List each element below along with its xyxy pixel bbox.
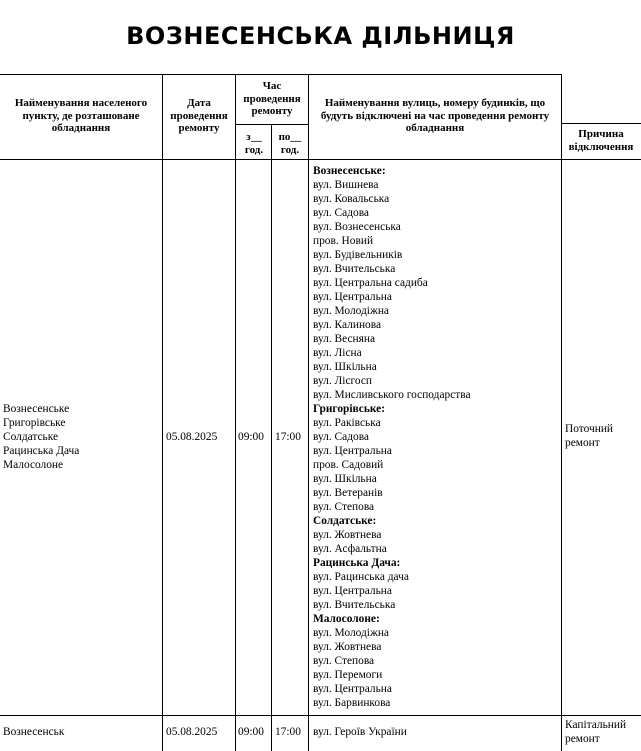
street-item: вул. Центральна: [313, 445, 392, 457]
street-item: вул. Жовтнева: [313, 641, 382, 653]
street-item: вул. Вишнева: [313, 179, 379, 191]
street-item: вул. Центральна садиба: [313, 277, 428, 289]
divider: [236, 124, 309, 125]
street-item: пров. Новий: [313, 235, 374, 247]
street-group-heading: Солдатське:: [313, 515, 377, 527]
settlement-name: Солдатське: [3, 431, 59, 443]
street-item: вул. Молодіжна: [313, 305, 389, 317]
street-item: вул. Садова: [313, 207, 369, 219]
reason-text: Поточний ремонт: [565, 423, 614, 449]
header-time: Час проведення ремонту: [243, 80, 301, 117]
street-item: вул. Жовтнева: [313, 529, 382, 541]
header-from: з__ год.: [244, 131, 264, 156]
divider: [162, 74, 163, 751]
street-item: вул. Центральна: [313, 585, 392, 597]
repair-date: 05.08.2025: [166, 726, 218, 738]
header-streets: Найменування вулиць, номеру будинків, що будуть відключені на час проведення ремонту обладнання: [320, 97, 550, 134]
street-item: вул. Будівельників: [313, 249, 403, 261]
settlement-name: Вознесенське: [3, 403, 70, 415]
street-item: вул. Центральна: [313, 683, 392, 695]
street-item: вул. Шкільна: [313, 473, 377, 485]
settlement-list: [3, 402, 79, 472]
street-item: вул. Весняна: [313, 333, 376, 345]
street-item: вул. Ковальська: [313, 193, 390, 205]
settlement-name: Вознесенськ: [3, 726, 65, 738]
divider: [561, 74, 562, 751]
time-to: 17:00: [275, 726, 301, 738]
street-group-heading: Малосолоне:: [313, 613, 380, 625]
street-item: вул. Степова: [313, 501, 375, 513]
outage-reason: [565, 422, 639, 450]
divider: [0, 159, 641, 160]
street-item: вул. Степова: [313, 655, 375, 667]
street-item: вул. Вчительська: [313, 599, 396, 611]
street-item: вул. Шкільна: [313, 361, 377, 373]
street-group-heading: Рацинська Дача:: [313, 557, 401, 569]
header-date: Дата проведення ремонту: [170, 97, 228, 134]
settlement-name: Малосолоне: [3, 459, 64, 471]
divider: [0, 715, 641, 716]
reason-text: Капітальний ремонт: [565, 719, 627, 745]
street-item: пров. Садовий: [313, 459, 384, 471]
street-item: вул. Садова: [313, 431, 369, 443]
time-from: 09:00: [238, 431, 264, 443]
page-title: ВОЗНЕСЕНСЬКА ДІЛЬНИЦЯ: [126, 22, 515, 50]
street-group-heading: Григорівське:: [313, 403, 386, 415]
street-item: вул. Лісна: [313, 347, 362, 359]
street-item: вул. Калинова: [313, 319, 382, 331]
header-reason: Причина відключення: [568, 128, 634, 153]
street-item: вул. Вчительська: [313, 263, 396, 275]
street-item: вул. Вознесенська: [313, 221, 401, 233]
street-item: вул. Перемоги: [313, 669, 383, 681]
street-item: вул. Героїв України: [313, 726, 407, 738]
street-item: вул. Раківська: [313, 417, 381, 429]
street-item: вул. Центральна: [313, 291, 392, 303]
time-from: 09:00: [238, 726, 264, 738]
time-to: 17:00: [275, 431, 301, 443]
divider: [562, 123, 641, 124]
street-item: вул. Асфальтна: [313, 543, 387, 555]
street-group-heading: Вознесенське:: [313, 165, 386, 177]
street-item: вул. Молодіжна: [313, 627, 389, 639]
settlement-name: Рацинська Дача: [3, 445, 80, 457]
header-settlement: Найменування населеного пункту, де розташоване обладнання: [14, 97, 148, 134]
street-item: вул. Мисливського господарства: [313, 389, 471, 401]
street-item: вул. Рацинська дача: [313, 571, 409, 583]
divider: [235, 74, 236, 751]
outage-table: [0, 74, 641, 751]
header-to: по__ год.: [278, 131, 302, 156]
settlement-name: Григорівське: [3, 417, 66, 429]
street-item: вул. Лісгосп: [313, 375, 373, 387]
street-item: вул. Барвинкова: [313, 697, 391, 709]
divider: [271, 124, 272, 751]
street-item: вул. Ветеранів: [313, 487, 383, 499]
outage-reason: [565, 718, 639, 746]
street-list: [313, 164, 471, 710]
divider: [308, 74, 309, 751]
divider: [0, 74, 562, 75]
repair-date: 05.08.2025: [166, 431, 218, 443]
